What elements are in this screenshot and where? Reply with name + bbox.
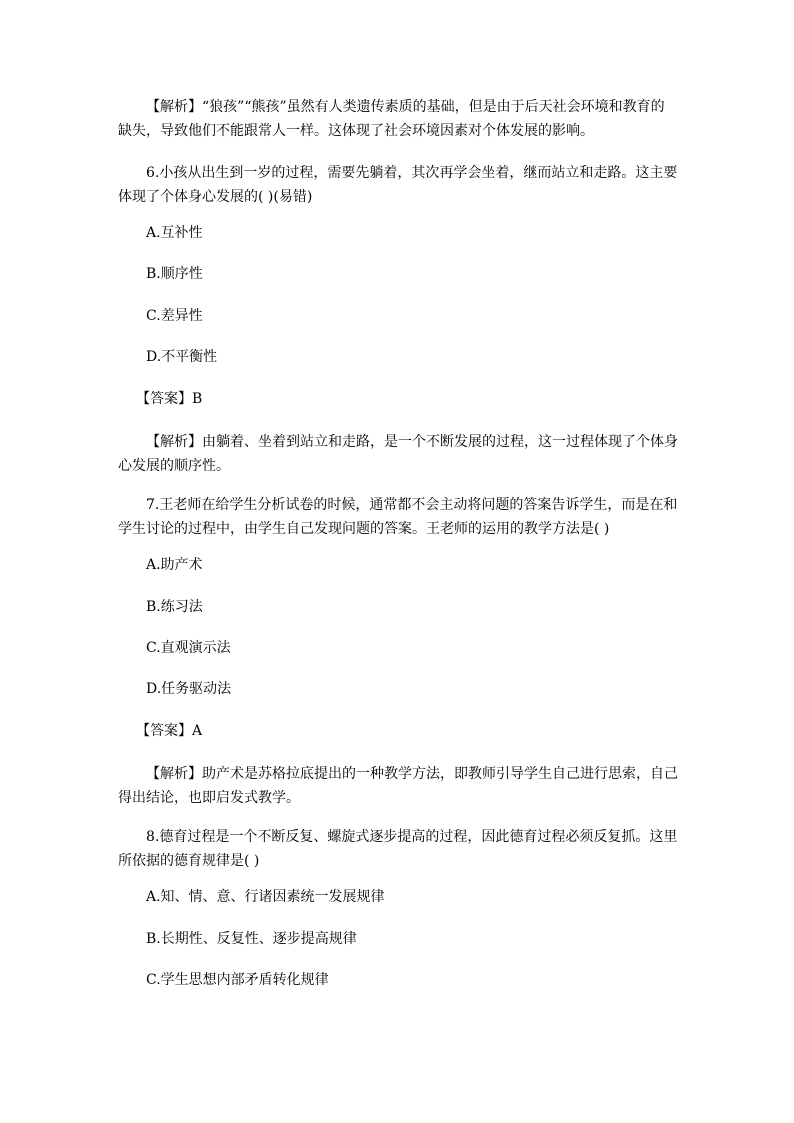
question-6: 6.小孩从出生到一岁的过程，需要先躺着，其次再学会坐着，继而站立和走路。这主要体现了个体身心发展的( )(易错) — [118, 165, 678, 205]
analysis-paragraph: 【解析】“狼孩”“熊孩”虽然有人类遗传素质的基础，但是由于后天社会环境和教育的缺失，导致他们不能跟常人一样。这体现了社会环境因素对个体发展的影响。 — [118, 99, 665, 139]
option-b: B.长期性、反复性、逐步提高规律 — [146, 931, 357, 947]
analysis-paragraph: 【解析】由躺着、坐着到站立和走路，是一个不断发展的过程，这一过程体现了个体身心发展的顺序性。 — [118, 434, 678, 474]
option-b: B.练习法 — [146, 599, 203, 615]
option-a: A.互补性 — [146, 225, 203, 241]
option-a: A.知、情、意、行诸因素统一发展规律 — [146, 889, 385, 905]
option-d: D.任务驱动法 — [146, 681, 232, 697]
option-d: D.不平衡性 — [146, 349, 218, 365]
answer-label: 【答案】A — [136, 723, 203, 739]
analysis-paragraph: 【解析】助产术是苏格拉底提出的一种教学方法，即教师引导学生自己进行思索，自己得出结论，也即启发式教学。 — [118, 766, 678, 806]
option-c: C.直观演示法 — [146, 640, 231, 656]
answer-label: 【答案】B — [136, 391, 203, 407]
option-b: B.顺序性 — [146, 266, 203, 282]
question-7: 7.王老师在给学生分析试卷的时候，通常都不会主动将问题的答案告诉学生，而是在和学生讨论的过程中，由学生自己发现问题的答案。王老师的运用的教学方法是( ) — [118, 497, 678, 537]
option-c: C.学生思想内部矛盾转化规律 — [146, 972, 329, 988]
option-a: A.助产术 — [146, 557, 203, 573]
option-c: C.差异性 — [146, 308, 203, 324]
question-8: 8.德育过程是一个不断反复、螺旋式逐步提高的过程，因此德育过程必须反复抓。这里所依据的德育规律是( ) — [118, 829, 678, 869]
